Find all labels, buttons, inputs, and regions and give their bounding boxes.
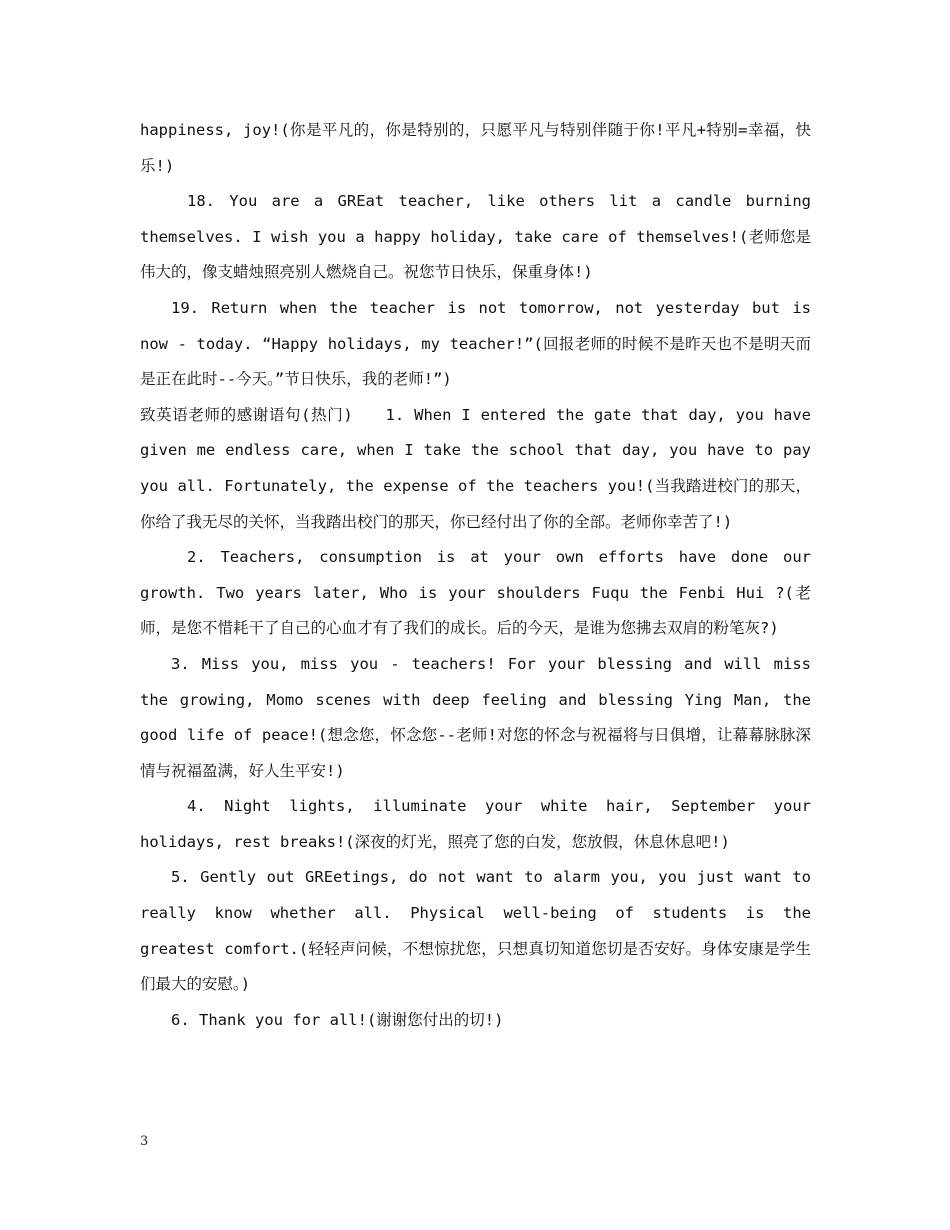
paragraph-2: 2. Teachers, consumption is at your own efforts have done our growth. Two years later, Who is your shoulders Fuqu the Fenbi Hui ?(老师，是您不惜耗干了自己的心血才有了我们的成长。后的今天，是谁为您拂去双肩的粉笔灰?) [140,548,811,638]
paragraph-17-continuation: happiness, joy!(你是平凡的，你是特别的，只愿平凡与特别伴随于你!平凡+特别=幸福，快乐!) [140,121,811,175]
paragraph-6: 6. Thank you for all!(谢谢您付出的切!) [171,1010,504,1029]
paragraph-18: 18. You are a GREat teacher, like others lit a candle burning themselves. I wish you a happy holiday, take care of themselves!(老师您是伟大的，像支蜡烛照亮别人燃烧自己。祝您节日快乐，保重身体!) [140,192,811,282]
page-number: 3 [140,1134,149,1149]
paragraph-5: 5. Gently out GREetings, do not want to alarm you, you just want to really know whether all. Physical well-being of students is the greatest comfort.(轻轻声问候，不想惊扰您，只想真切知道您切是否安好。身体安康是学生们最大的安慰。) [140,868,811,994]
paragraph-19: 19. Return when the teacher is not tomorrow, not yesterday but is now - today. “Happy holidays, my teacher!”(回报老师的时候不是昨天也不是明天而是正在此时--今天。”节日快乐，我的老师!”) [140,298,811,389]
paragraph-3: 3. Miss you, miss you - teachers! For your blessing and will miss the growing, Momo scenes with deep feeling and blessing Ying Man, the good life of peace!(想念您，怀念您--老师!对您的怀念与祝福将与日俱增，让幕幕脉脉深情与祝福盈满，好人生平安!) [140,654,811,780]
section-heading-paragraph-1: 致英语老师的感谢语句(热门) 1. When I entered the gate that day, you have given me endless care, when I take the school that day, you have to pay you all. Fortunately, the expense of the teachers you!(当我踏进校门的那天，你给了我无尽的关怀，当我踏出校门的那天，你已经付出了你的全部。老师你幸苦了!) [140,405,811,531]
paragraph-4: 4. Night lights, illuminate your white hair, September your holidays, rest breaks!(深夜的灯光，照亮了您的白发，您放假，休息休息吧!) [140,797,811,851]
document-body [140,113,811,1038]
